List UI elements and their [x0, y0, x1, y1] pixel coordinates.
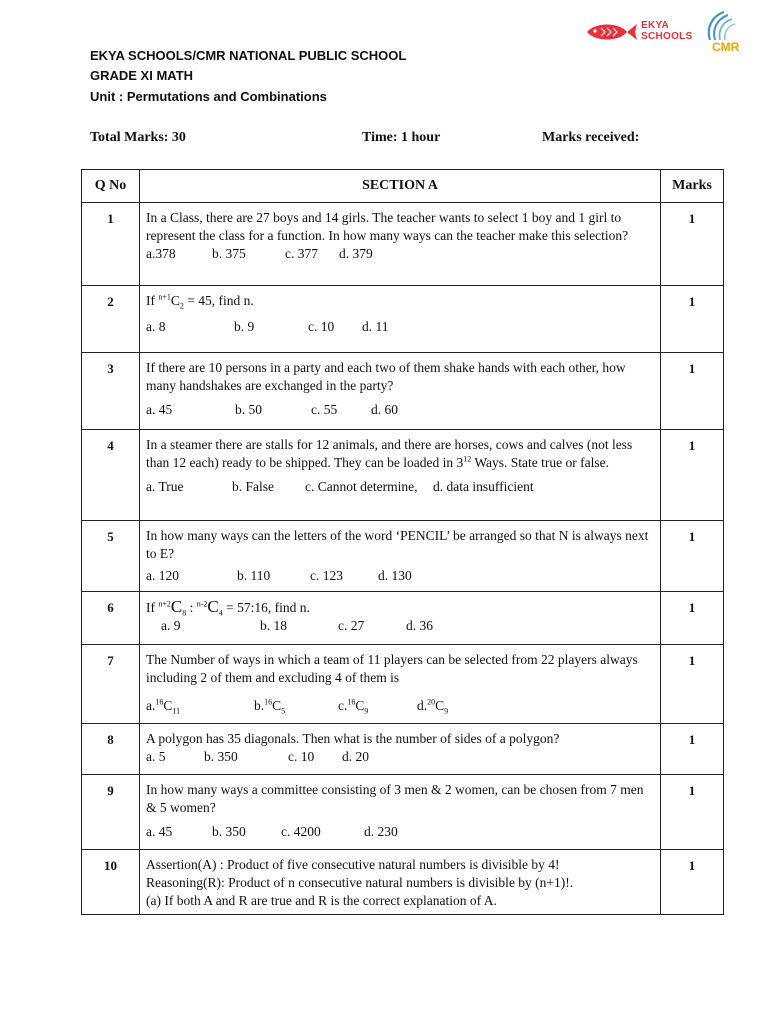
unit-title: Unit : Permutations and Combinations [90, 89, 327, 104]
question-cell [140, 203, 661, 286]
option-c: c. 4200 [281, 824, 321, 839]
option-b: b. 9 [234, 319, 255, 334]
option-b: $b.^{16}C_5$ [254, 697, 286, 716]
col-qno-header: Q No [82, 170, 140, 203]
option-a: a. 9 [161, 618, 181, 633]
question-number: 3 [82, 353, 140, 430]
option-c: c. 123 [310, 568, 343, 583]
question-options [146, 478, 654, 496]
table-row [82, 521, 724, 592]
option-d: d. 20 [342, 749, 369, 764]
question-number: 9 [82, 775, 140, 850]
option-b: b. False [232, 479, 274, 494]
cmr-logo-text: CMR [712, 40, 740, 54]
table-row [82, 430, 724, 521]
ekya-logo-line2: SCHOOLS [641, 31, 693, 42]
option-c: $c.^{16}C_9$ [338, 697, 369, 716]
question-options [146, 567, 654, 585]
question-marks: 1 [661, 645, 724, 724]
option-c: c. 10 [288, 749, 315, 764]
option-a: a. 45 [146, 824, 173, 839]
question-options [146, 617, 654, 635]
question-cell [140, 775, 661, 850]
question-marks: 1 [661, 850, 724, 915]
question-marks: 1 [661, 775, 724, 850]
question-number: 6 [82, 592, 140, 645]
table-row [82, 203, 724, 286]
option-a: a.378 [146, 246, 176, 261]
question-text: The Number of ways in which a team of 11 players can be selected from 22 players always including 2 of them and excluding 4 of them is [146, 652, 638, 685]
option-line: (a) If both A and R are true and R is the correct explanation of A. [146, 893, 497, 908]
table-row [82, 286, 724, 353]
option-c: c. Cannot determine, [305, 479, 418, 494]
question-marks: 1 [661, 430, 724, 521]
option-c: c. 377 [285, 246, 318, 261]
fish-logo-icon [585, 22, 637, 42]
question-text: In how many ways a committee consisting of 3 men & 2 women, can be chosen from 7 men & 5 women? [146, 782, 644, 815]
grade-title: GRADE XI MATH [90, 68, 194, 83]
option-a: a. 45 [146, 402, 173, 417]
cmr-logo [702, 10, 744, 56]
question-cell [140, 850, 661, 915]
question-cell [140, 724, 661, 775]
total-marks: Total Marks: 30 [90, 130, 186, 145]
option-d: d. 11 [362, 319, 389, 334]
question-cell [140, 645, 661, 724]
question-number: 2 [82, 286, 140, 353]
option-b: b. 350 [204, 749, 238, 764]
question-marks: 1 [661, 724, 724, 775]
question-number: 1 [82, 203, 140, 286]
question-options [146, 401, 654, 419]
option-c: c. 55 [311, 402, 338, 417]
option-b: b. 18 [260, 618, 287, 633]
option-a: $a.^{16}C_{11}$ [146, 697, 181, 716]
option-d: d. 230 [364, 824, 398, 839]
question-number: 4 [82, 430, 140, 521]
reasoning-line: Reasoning(R): Product of n consecutive natural numbers is divisible by (n+1)!. [146, 875, 574, 890]
question-text: If there are 10 persons in a party and each two of them shake hands with each other, how many handshakes are exchanged in the party? [146, 360, 626, 393]
ekya-logo-line1: EKYA [641, 20, 670, 31]
question-cell [140, 286, 661, 353]
question-marks: 1 [661, 286, 724, 353]
question-number: 10 [82, 850, 140, 915]
question-marks: 1 [661, 592, 724, 645]
col-section-header: SECTION A [140, 170, 661, 203]
question-marks: 1 [661, 521, 724, 592]
question-number: 5 [82, 521, 140, 592]
option-d: $d.^{20}C_9$ [417, 697, 449, 716]
question-cell [140, 521, 661, 592]
option-a: a. 8 [146, 319, 166, 334]
question-marks: 1 [661, 203, 724, 286]
table-row [82, 592, 724, 645]
question-table [81, 169, 724, 915]
option-a: a. 120 [146, 568, 179, 583]
col-marks-header: Marks [661, 170, 724, 203]
question-options [146, 748, 654, 766]
assertion-line: Assertion(A) : Product of five consecutive natural numbers is divisible by 4! [146, 857, 560, 872]
question-number: 7 [82, 645, 140, 724]
option-d: d. 379 [339, 246, 373, 261]
option-a: a. True [146, 479, 184, 494]
cmr-swirl-icon [702, 10, 742, 42]
option-d: d. 60 [371, 402, 398, 417]
option-b: b. 375 [212, 246, 246, 261]
question-options [146, 823, 654, 841]
question-text: In how many ways can the letters of the word ‘PENCIL’ be arranged so that N is always next to E? [146, 528, 649, 561]
option-d: d. 130 [378, 568, 412, 583]
question-options [146, 318, 654, 336]
option-c: c. 27 [338, 618, 365, 633]
option-b: b. 350 [212, 824, 246, 839]
school-name: EKYA SCHOOLS/CMR NATIONAL PUBLIC SCHOOL [90, 48, 407, 63]
option-c: c. 10 [308, 319, 335, 334]
question-text: A polygon has 35 diagonals. Then what is the number of sides of a polygon? [146, 731, 560, 746]
question-cell [140, 430, 661, 521]
option-d: d. data insufficient [433, 479, 534, 494]
option-a: a. 5 [146, 749, 166, 764]
question-marks: 1 [661, 353, 724, 430]
table-row [82, 353, 724, 430]
question-text: In a steamer there are stalls for 12 animals, and there are horses, cows and calves (not less than 12 each) ready to be shipped. They can be loaded in $3^{12}$ Ways. State true or false. [146, 437, 633, 470]
ekya-logo [585, 18, 693, 48]
question-options [146, 697, 654, 715]
question-cell [140, 353, 661, 430]
table-row [82, 724, 724, 775]
question-options [146, 245, 654, 263]
table-row [82, 775, 724, 850]
question-text: If $^{n+2}C_8$ : $^{n-2}C_4$ = 57:16, find n. [146, 597, 310, 618]
question-text: If $^{n+1}C_2 = 45$, find n. [146, 292, 254, 311]
option-d: d. 36 [406, 618, 433, 633]
option-b: b. 110 [237, 568, 271, 583]
option-b: b. 50 [235, 402, 262, 417]
question-number: 8 [82, 724, 140, 775]
marks-received: Marks received: [542, 130, 640, 145]
table-row [82, 645, 724, 724]
table-header-row [82, 170, 724, 203]
exam-time: Time: 1 hour [362, 130, 441, 145]
table-row [82, 850, 724, 915]
question-cell [140, 592, 661, 645]
question-text: In a Class, there are 27 boys and 14 girls. The teacher wants to select 1 boy and 1 girl to represent the class for a function. In how many ways can the teacher make this selection? [146, 210, 629, 243]
